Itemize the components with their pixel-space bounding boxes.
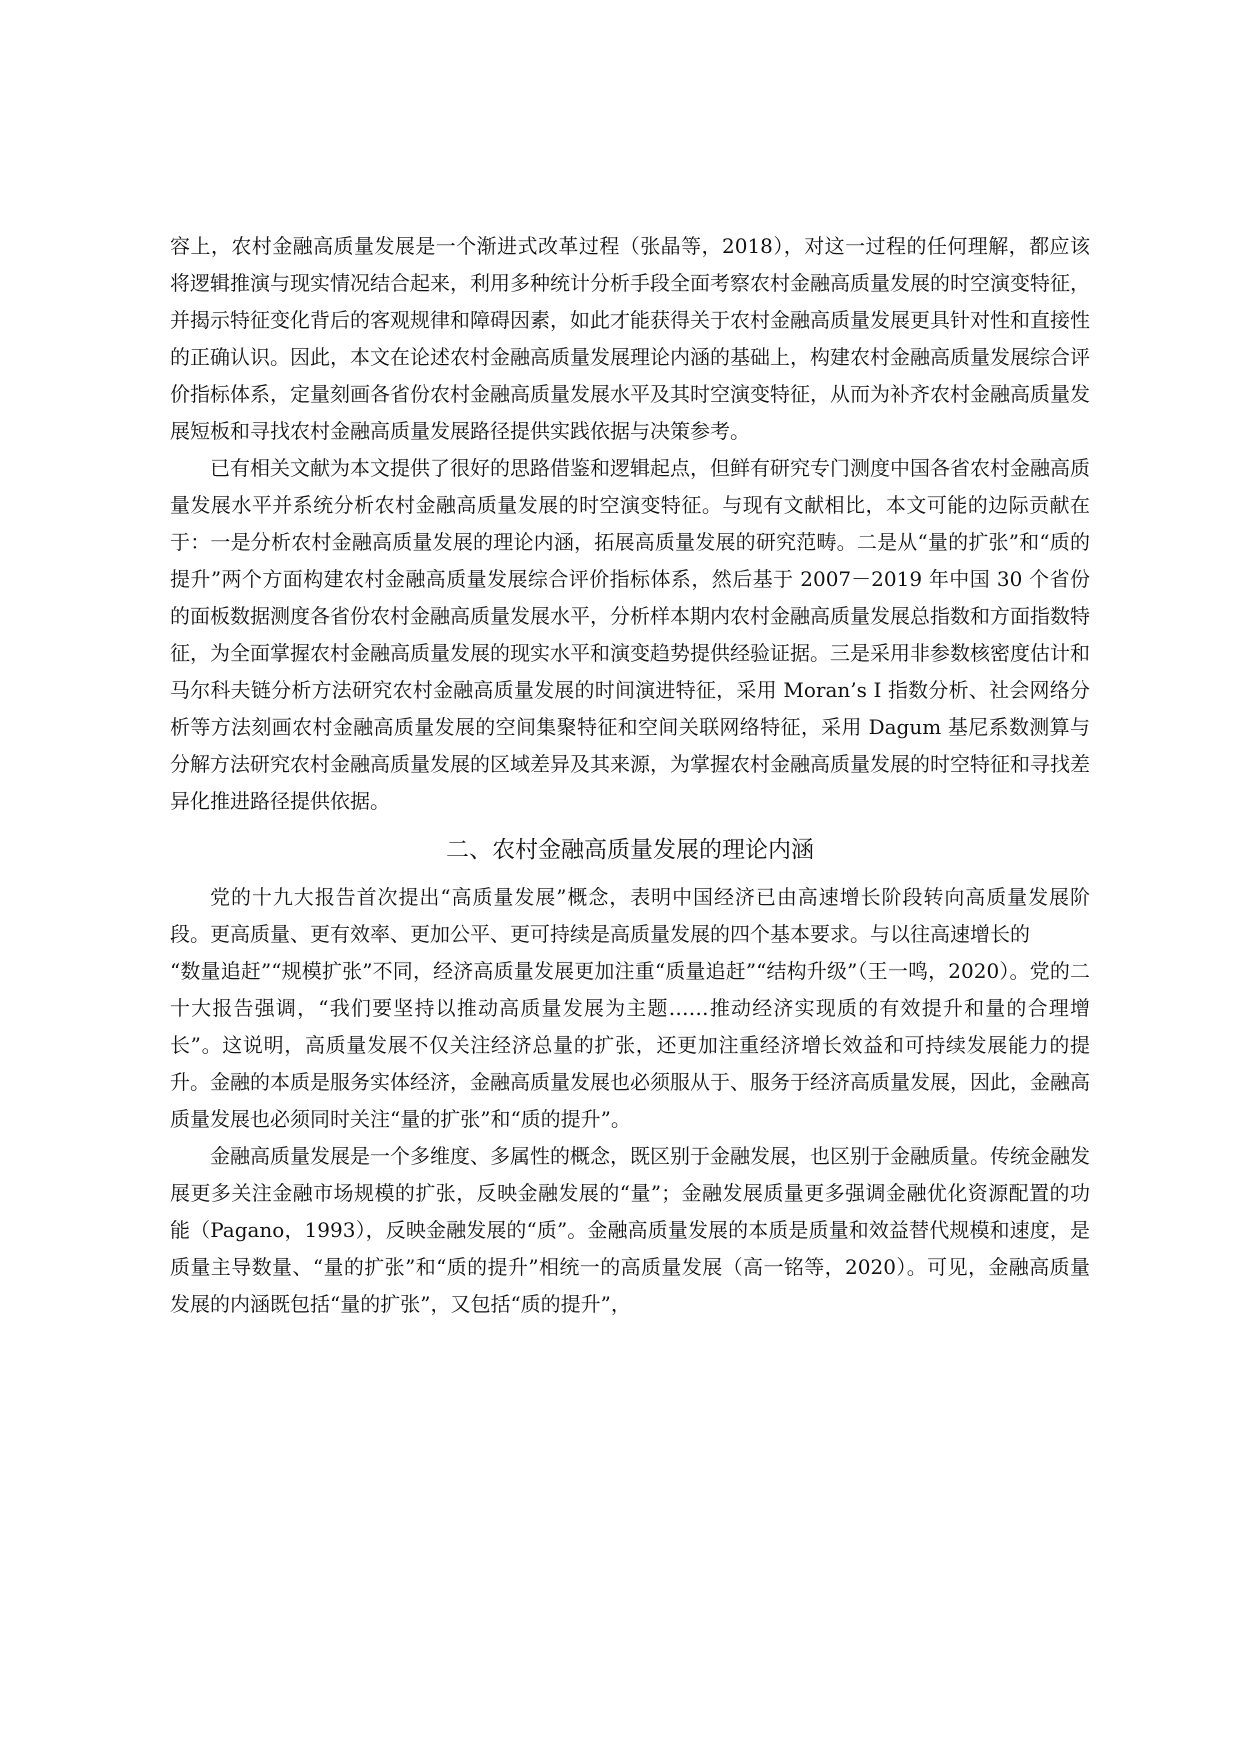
paragraph-theory-1-continued: “数量追赶”“规模扩张”不同，经济高质量发展更加注重“质量追赶”“结构升级”（王一鸣，2020）。党的二十大报告强调，“我们要坚持以推动高质量发展为主题……推动经济实现质的有效提升和量的合理增长”。这说明，高质量发展不仅关注经济总量的扩张，还更加注重经济增长效益和可持续发展能力的提升。金融的本质是服务实体经济，金融高质量发展也必须服从于、服务于经济高质量发展，因此，金融高质量发展也必须同时关注“量的扩张”和“质的提升”。 [170, 959, 1090, 1131]
paragraph-contributions: 已有相关文献为本文提供了很好的思路借鉴和逻辑起点，但鲜有研究专门测度中国各省农村金融高质量发展水平并系统分析农村金融高质量发展的时空演变特征。与现有文献相比，本文可能的边际贡献在于：一是分析农村金融高质量发展的理论内涵，拓展高质量发展的研究范畴。二是从“量的扩张”和“质的提升”两个方面构建农村金融高质量发展综合评价指标体系，然后基于 2007－2019 年中国 30 个省份的面板数据测度各省份农村金融高质量发展水平，分析样本期内农村金融高质量发展总指数和方面指数特征，为全面掌握农村金融高质量发展的现实水平和演变趋势提供经验证据。三是采用非参数核密度估计和马尔科夫链分析方法研究农村金融高质量发展的时间演进特征，采用 Moran’s I 指数分析、社会网络分析等方法刻画农村金融高质量发展的空间集聚特征和空间关联网络特征，采用 Dagum 基尼系数测算与分解方法研究农村金融高质量发展的区域差异及其来源，为掌握农村金融高质量发展的时空特征和寻找差异化推进路径提供依据。 [170, 456, 1090, 813]
body-text [170, 228, 1090, 1323]
paragraph-theory-1: 党的十九大报告首次提出“高质量发展”概念，表明中国经济已由高速增长阶段转向高质量发展阶段。更高质量、更有效率、更加公平、更可持续是高质量发展的四个基本要求。与以往高速增长的 [170, 885, 1090, 946]
paragraph-theory-2: 金融高质量发展是一个多维度、多属性的概念，既区别于金融发展，也区别于金融质量。传统金融发展更多关注金融市场规模的扩张，反映金融发展的“量”；金融发展质量更多强调金融优化资源配置的功能（Pagano，1993），反映金融发展的“质”。金融高质量发展的本质是质量和效益替代规模和速度，是质量主导数量、“量的扩张”和“质的提升”相统一的高质量发展（高一铭等，2020）。可见，金融高质量发展的内涵既包括“量的扩张”，又包括“质的提升”， [170, 1144, 1090, 1316]
section-heading: 二、农村金融高质量发展的理论内涵 [446, 837, 814, 863]
paragraph-continued-intro: 容上，农村金融高质量发展是一个渐进式改革过程（张晶等，2018），对这一过程的任何理解，都应该将逻辑推演与现实情况结合起来，利用多种统计分析手段全面考察农村金融高质量发展的时空演变特征，并揭示特征变化背后的客观规律和障碍因素，如此才能获得关于农村金融高质量发展更具针对性和直接性的正确认识。因此，本文在论述农村金融高质量发展理论内涵的基础上，构建农村金融高质量发展综合评价指标体系，定量刻画各省份农村金融高质量发展水平及其时空演变特征，从而为补齐农村金融高质量发展短板和寻找农村金融高质量发展路径提供实践依据与决策参考。 [170, 234, 1090, 443]
